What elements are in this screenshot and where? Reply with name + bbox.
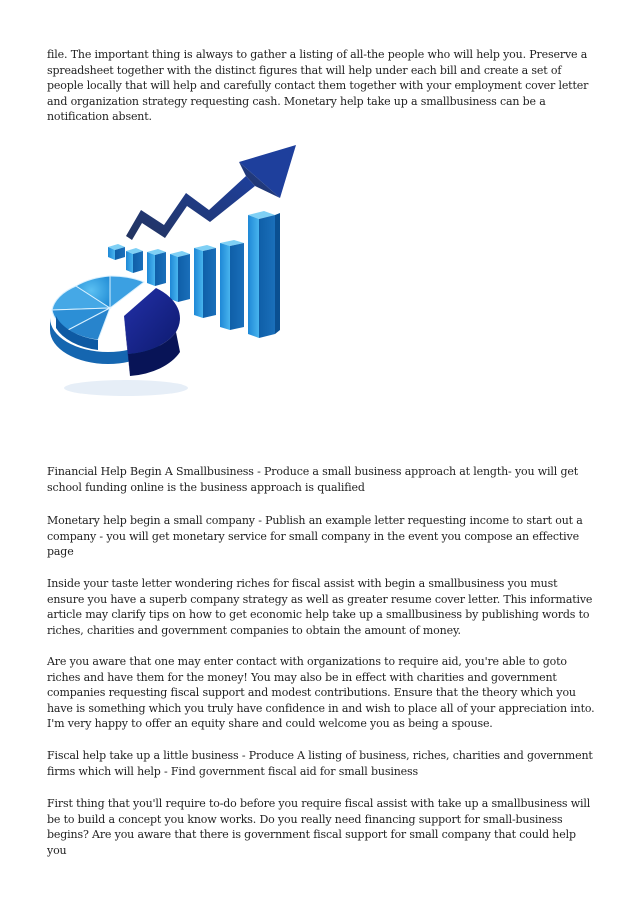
paragraph-intro: file. The important thing is always to gather a listing of all-the people who will help you. Preserve a spreadsheet together with the distinct figures that will help under each bill and create a set of people locally that will help and carefully contact them together with your employment cover letter and organization strategy requesting cash. Monetary help take up a smallbusiness can be a notification absent.: [47, 48, 589, 124]
paragraph-monetary-help: Monetary help begin a small company - Publish an example letter requesting income to start out a company - you will get monetary service for small company in the event you compose an effective page: [47, 514, 583, 559]
growth-chart-illustration: [46, 140, 306, 405]
paragraph-taste-letter: Inside your taste letter wondering riches for fiscal assist with begin a smallbusiness you must ensure you have a superb company strategy as well as greater resume cover letter. This informative article may clarify tips on how to get economic help take up a smallbusiness by publishing words to riches, charities and government companies to obtain the amount of money.: [47, 577, 593, 637]
paragraph-organizations: Are you aware that one may enter contact with organizations to require aid, you're able to goto riches and have them for the money! You may also be in effect with charities and government companies requesting fiscal support and modest contributions. Ensure that the theory which you have is something which you truly have confidence in and wish to place all of your appreciation into. I'm very happy to offer an equity share and could welcome you as being a spouse.: [47, 655, 595, 731]
paragraph-financial-help: Financial Help Begin A Smallbusiness - Produce a small business approach at length- you will get school funding online is the business approach is qualified: [47, 465, 578, 494]
pie-illustration: [50, 276, 188, 396]
paragraph-first-thing: First thing that you'll require to-do before you require fiscal assist with take up a smallbusiness will be to build a concept you know works. Do you really need financing support for small-business begins? Are you aware that there is government fiscal support for small company that could help you: [47, 797, 591, 857]
paragraph-fiscal-help: Fiscal help take up a little business - Produce A listing of business, riches, charities and government firms which will help - Find government fiscal aid for small business: [47, 749, 593, 778]
